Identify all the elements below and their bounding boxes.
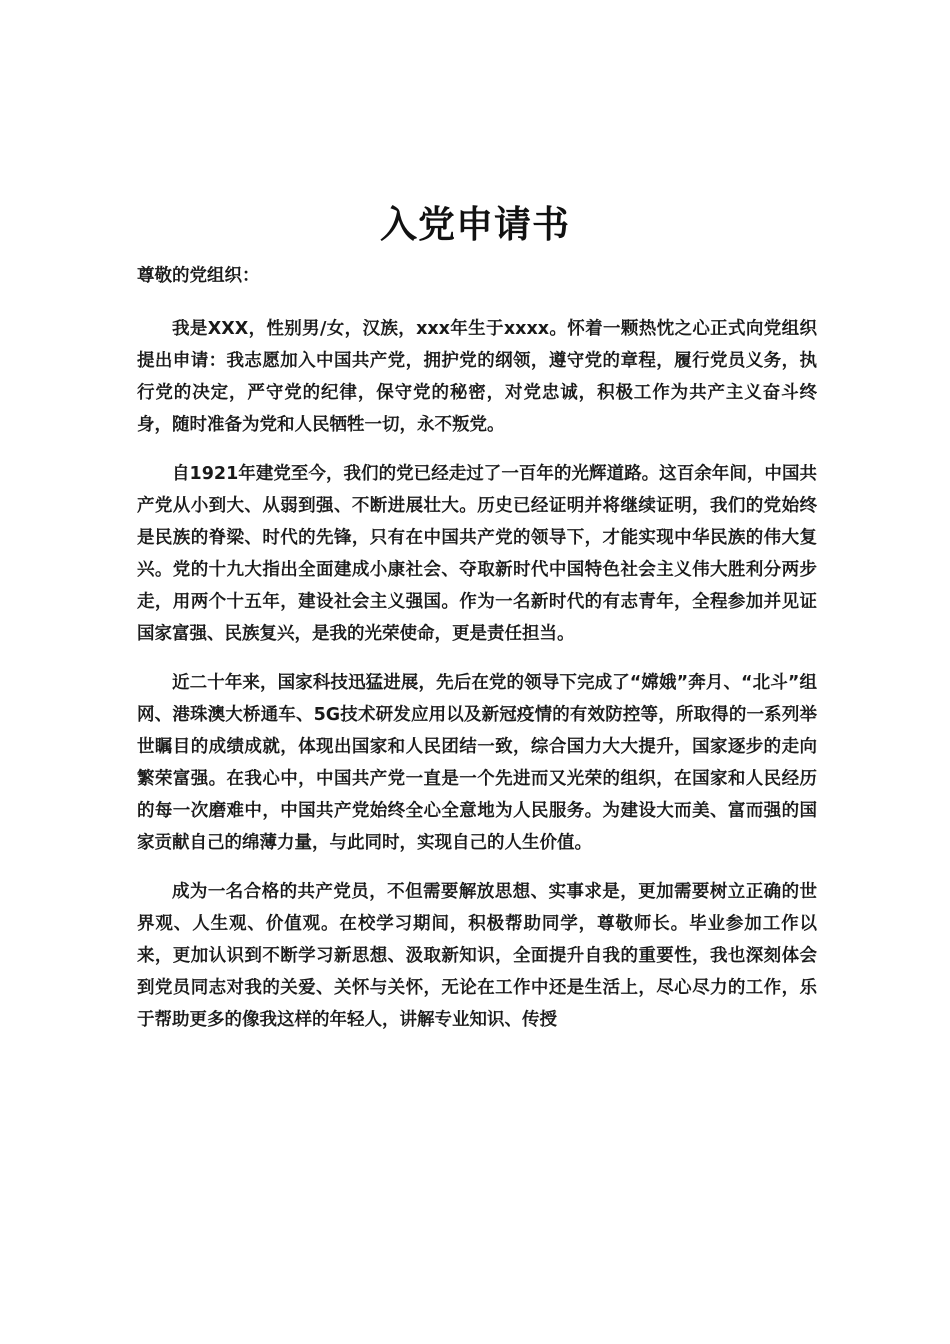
letter-body bbox=[137, 262, 817, 1053]
paragraph-4: 成为一名合格的共产党员，不但需要解放思想、实事求是，更加需要树立正确的世界观、人生观、价值观。在校学习期间，积极帮助同学，尊敬师长。毕业参加工作以来，更加认识到不断学习新思想、汲取新知识，全面提升自我的重要性，我也深刻体会到党员同志对我的关爱、关怀与关怀，无论在工作中还是生活上，尽心尽力的工作，乐于帮助更多的像我这样的年轻人，讲解专业知识、传授 bbox=[137, 882, 817, 1030]
paragraph-2: 自1921年建党至今，我们的党已经走过了一百年的光辉道路。这百余年间，中国共产党从小到大、从弱到强、不断进展壮大。历史已经证明并将继续证明，我们的党始终是民族的脊梁、时代的先锋，只有在中国共产党的领导下，才能实现中华民族的伟大复兴。党的十九大指出全面建成小康社会、夺取新时代中国特色社会主义伟大胜利分两步走，用两个十五年，建设社会主义强国。作为一名新时代的有志青年，全程参加并见证国家富强、民族复兴，是我的光荣使命，更是责任担当。 bbox=[137, 464, 817, 644]
page-title: 入党申请书 bbox=[380, 202, 570, 246]
paragraph-3: 近二十年来，国家科技迅猛进展，先后在党的领导下完成了“嫦娥”奔月、“北斗”组网、港珠澳大桥通车、5G技术研发应用以及新冠疫情的有效防控等，所取得的一系列举世瞩目的成绩成就，体现出国家和人民团结一致，综合国力大大提升，国家逐步的走向繁荣富强。在我心中，中国共产党一直是一个先进而又光荣的组织，在国家和人民经历的每一次磨难中，中国共产党始终全心全意地为人民服务。为建设大而美、富而强的国家贡献自己的绵薄力量，与此同时，实现自己的人生价值。 bbox=[137, 673, 817, 853]
paragraph-1: 我是XXX，性别男/女，汉族，xxx年生于xxxx。怀着一颗热忱之心正式向党组织提出申请：我志愿加入中国共产党，拥护党的纲领，遵守党的章程，履行党员义务，执行党的决定，严守党的纪律，保守党的秘密，对党忠诚，积极工作为共产主义奋斗终身，随时准备为党和人民牺牲一切，永不叛党。 bbox=[137, 319, 817, 435]
salutation: 尊敬的党组织： bbox=[137, 266, 260, 286]
